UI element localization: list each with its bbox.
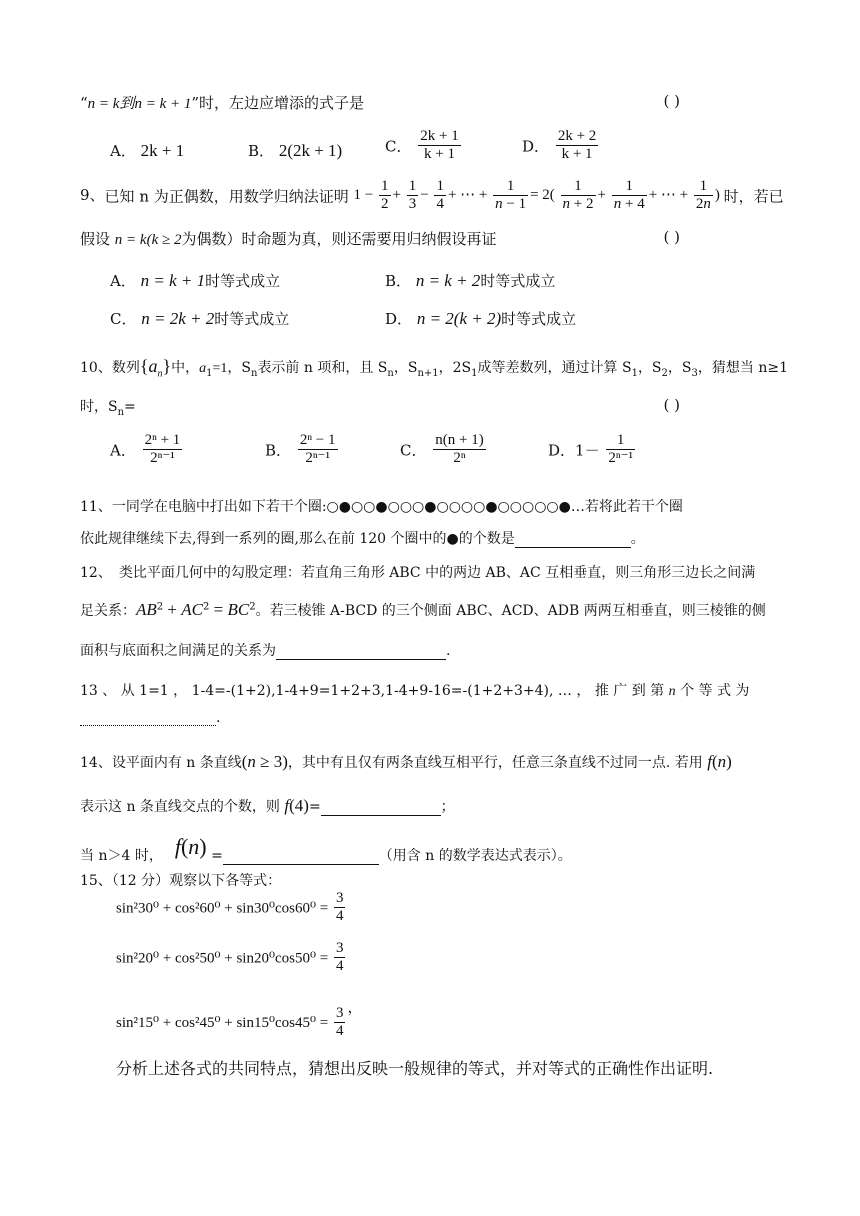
q9-answer-paren: ( )	[663, 228, 680, 246]
q9-formula: 1 − $\frac{1}{2}$ + $\frac{1}{3}$ − $\frac{1}{4}$ + ⋯ + $\frac{1}{n - 1}$ = 2( $\frac{1}{n + 2}$ + $\frac{1}{n + 4}$ + ⋯ + $\frac{1}{2n}$ )	[353, 178, 724, 213]
q11-answer-blank	[515, 547, 631, 548]
q12-answer-blank	[276, 659, 446, 660]
q12-line2: 足关系：$AB^2 + AC^2 = BC^2$。若三棱锥 A-BCD 的三个侧面 ABC、ACD、ADB 两两互相垂直，则三棱锥的侧	[80, 600, 766, 619]
q12-line3: 面积与底面积之间满足的关系为 .	[80, 643, 451, 659]
q10-option-b: B． $\frac{\text{2ⁿ − 1}}{\text{2ⁿ⁻¹}}$	[265, 432, 336, 467]
q8-stem-math: n = k到n = k + 1	[87, 96, 192, 112]
q10-option-d: D．1－ $\frac{1}{\text{2ⁿ⁻¹}}$	[548, 432, 633, 467]
q14-answer-blank-2	[223, 864, 379, 865]
q9-option-d: D． n = 2(k + 2)时等式成立	[385, 309, 577, 328]
q15-equation-1: sin²30⁰ + cos²60⁰ + sin30⁰cos60⁰ = $\frac{3}{4}$	[116, 890, 344, 925]
q8-option-c: C． $\frac{2k + 1}{k + 1}$	[385, 128, 459, 163]
q15-equation-2: sin²20⁰ + cos²50⁰ + sin20⁰cos50⁰ = $\frac{3}{4}$	[116, 940, 344, 975]
q11-line2: 依此规律继续下去,得到一系列的圈,那么在前 120 个圈中的●的个数是 。	[80, 531, 645, 547]
q13-line2: .	[80, 710, 800, 726]
q14-answer-blank-1	[321, 815, 441, 816]
q9-stem-line2: 假设 n = k(k ≥ 2为偶数）时命题为真，则还需要用归纳假设再证	[80, 230, 497, 248]
q9-option-c: C． n = 2k + 2时等式成立	[110, 309, 290, 328]
q13-line1: 13 、 从 1=1 ， 1-4=-(1+2),1-4+9=1+2+3,1-4+9-16=-(1+2+3+4), … ， 推 广 到 第 n 个 等 式 为	[80, 683, 750, 699]
q10-option-a: A． $\frac{\text{2ⁿ + 1}}{\text{2ⁿ⁻¹}}$	[110, 432, 181, 467]
q9-option-a: A． n = k + 1时等式成立	[110, 271, 281, 290]
q8-option-c-fraction: $\frac{2k + 1}{k + 1}$	[420, 128, 459, 163]
q10-answer-paren: ( )	[663, 396, 680, 414]
q10-stem-line2: 时，$S_n=$	[80, 399, 136, 418]
q14-line1: 14、设平面内有 n 条直线(n ≥ 3)，其中有且仅有两条直线互相平行，任意三条直线不过同一点. 若用 f(n)	[80, 752, 732, 771]
q8-option-d: D． $\frac{2k + 2}{k + 1}$	[522, 128, 597, 163]
q11-line1: 11、一同学在电脑中打出如下若干个圈:○●○○●○○○●○○○○●○○○○○●…若将此若干个圈	[80, 499, 683, 515]
q10-stem-line1: 10、数列$\{a_n\}$中，$a_1=1$，$S_n$表示前 n 项和，且 $S_n$，$S_{n+1}$，$2S_1$成等差数列，通过计算 $S_1$，$S_2$，$S_3$，猜想当 n≥1	[80, 356, 788, 380]
q14-line2: 表示这 n 条直线交点的个数，则 f(4)= ；	[80, 796, 455, 815]
q15-header: 15、（12 分）观察以下各等式：	[80, 873, 282, 889]
q15-conclusion: 分析上述各式的共同特点，猜想出反映一般规律的等式，并对等式的正确性作出证明.	[116, 1059, 714, 1078]
q8-option-d-fraction: $\frac{2k + 2}{k + 1}$	[557, 128, 597, 163]
q10-option-c: C． $\frac{n(n + 1)}{\text{2ⁿ}}$	[400, 432, 484, 467]
q8-stem: “n = k到n = k + 1”时，左边应增添的式子是	[80, 94, 365, 112]
q9-option-b: B． n = k + 2时等式成立	[385, 271, 556, 290]
q12-line1: 12、 类比平面几何中的勾股定理：若直角三角形 ABC 中的两边 AB、AC 互相垂直，则三角形三边长之间满	[80, 565, 756, 581]
q13-answer-blank	[80, 725, 216, 726]
q8-option-b: B． 2(2k + 1)	[248, 141, 343, 160]
q8-answer-paren: ( )	[663, 92, 680, 110]
q15-equation-3: sin²15⁰ + cos²45⁰ + sin15⁰cos45⁰ = $\frac{3}{4}$ ，	[116, 1000, 363, 1040]
q14-line3: 当 n＞4 时， f(n) = （用含 n 的数学表达式表示）。	[80, 834, 572, 864]
q9-stem-line1: 9、已知 n 为正偶数，用数学归纳法证明 1 − $\frac{1}{2}$ + $\frac{1}{3}$ − $\frac{1}{4}$ + ⋯ + $\frac{1}{n - 1}$ = 2( $\frac{1}{n + 2}$ + $\frac{1}{n + 4}$ + ⋯ + $\frac{1}{2n}$ ) 时，若已	[80, 178, 784, 213]
q8-option-a: A． 2k + 1	[110, 141, 185, 160]
